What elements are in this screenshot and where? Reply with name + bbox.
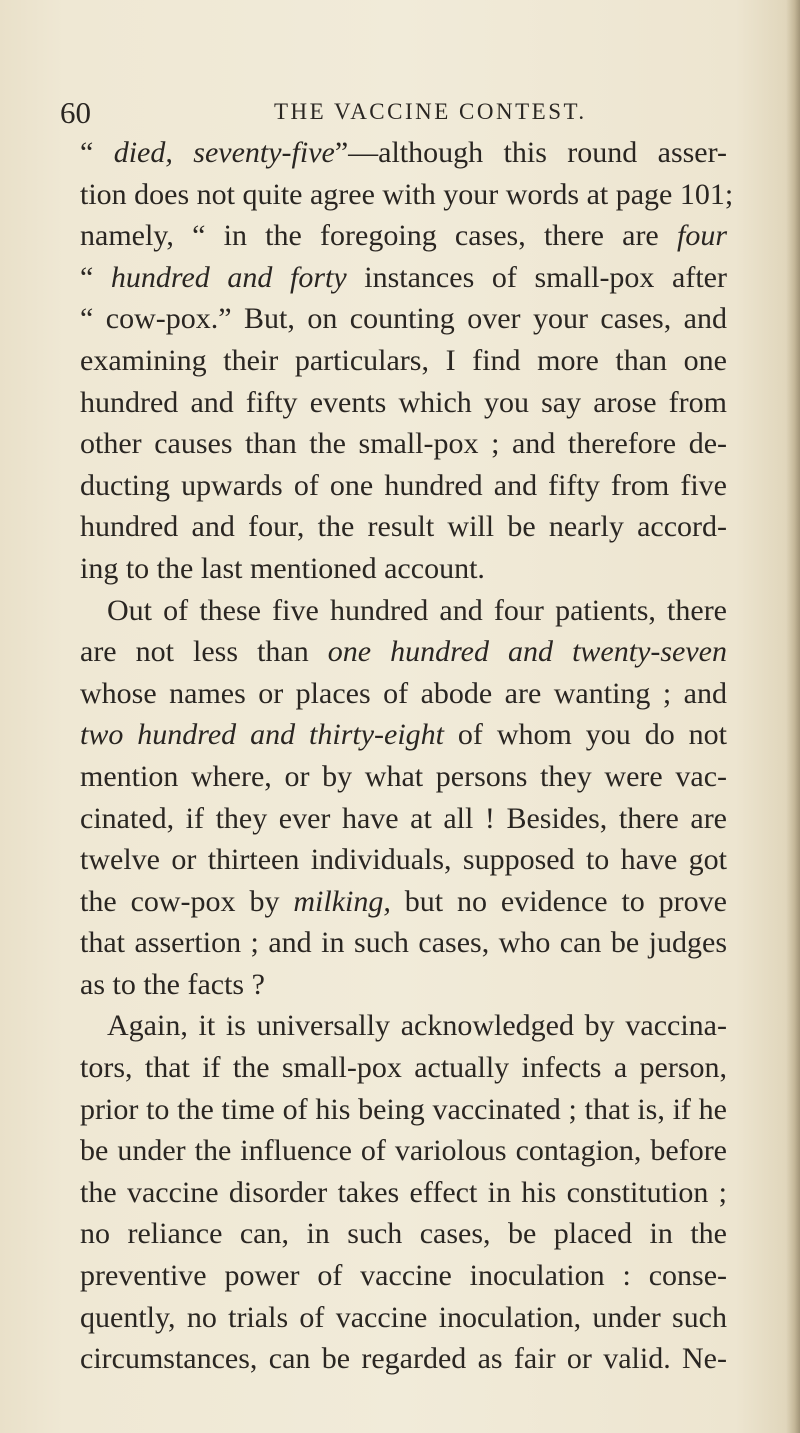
- text-run: are not less than: [80, 635, 328, 669]
- text-run: preventive power of vaccine inoculation : conse-: [80, 1259, 727, 1293]
- text-line: [80, 590, 727, 632]
- text-line: [80, 174, 734, 216]
- text-line: [80, 257, 727, 299]
- text-line: [80, 1297, 727, 1339]
- text-line: [80, 548, 727, 590]
- text-line: [80, 1005, 727, 1047]
- text-run: ducting upwards of one hundred and fifty from five: [80, 468, 727, 502]
- text-line: [80, 756, 727, 798]
- text-run: circumstances, can be regarded as fair or valid. Ne-: [80, 1342, 727, 1376]
- text-line: [80, 215, 727, 257]
- text-run: hundred and four, the result will be nearly accord-: [80, 510, 727, 544]
- italic-run: hundred and forty: [110, 260, 347, 294]
- text-line: [80, 881, 727, 923]
- text-run: that assertion ; and in such cases, who can be judges: [80, 926, 727, 960]
- text-line: [80, 298, 727, 340]
- text-run: “ cow-pox.” But, on counting over your cases, and: [80, 302, 727, 336]
- text-line: [80, 1089, 727, 1131]
- text-run: tion does not quite agree with your words at page 101;: [80, 177, 734, 211]
- text-run: namely, “ in the foregoing cases, there are: [80, 219, 677, 253]
- text-run: [173, 136, 193, 169]
- text-line: [80, 1172, 727, 1214]
- text-line: [80, 839, 727, 881]
- italic-run: two hundred and thirty-eight: [80, 718, 444, 752]
- text-line: [80, 465, 727, 507]
- italic-run: seventy-five: [193, 136, 335, 169]
- text-line: [80, 922, 727, 964]
- page-edge-shadow: [786, 0, 800, 1433]
- text-line: [80, 506, 727, 548]
- text-run: tors, that if the small-pox actually infects a person,: [80, 1051, 727, 1085]
- text-run: but no evidence to prove: [390, 884, 727, 918]
- text-run: whose names or places of abode are wanting ; and: [80, 676, 727, 710]
- text-line: [80, 423, 727, 465]
- text-line: [80, 1255, 727, 1297]
- italic-run: four: [676, 219, 727, 253]
- italic-run: milking,: [293, 884, 391, 918]
- text-run: be under the influence of variolous contagion, before: [80, 1134, 727, 1168]
- text-line: [80, 714, 727, 756]
- text-run: examining their particulars, I find more than one: [80, 343, 727, 377]
- text-run: ”—although this round asser-: [334, 136, 727, 169]
- text-run: no reliance can, in such cases, be placed in the: [80, 1217, 727, 1251]
- body-text: [80, 132, 734, 1380]
- text-run: of whom you do not: [444, 718, 727, 752]
- text-line: [80, 673, 727, 715]
- text-run: the cow-pox by: [80, 884, 294, 918]
- italic-run: died,: [113, 136, 173, 169]
- text-run: prior to the time of his being vaccinated ; that is, if he: [80, 1092, 727, 1126]
- text-run: the vaccine disorder takes effect in his constitution ;: [80, 1175, 727, 1209]
- text-run: “: [80, 260, 111, 294]
- text-run: cinated, if they ever have at all ! Besides, there are: [80, 801, 727, 835]
- text-line: [80, 1338, 727, 1380]
- text-run: ing to the last mentioned account.: [80, 551, 485, 585]
- text-line: [80, 1130, 727, 1172]
- text-run: Again, it is universally acknowledged by vaccina-: [107, 1009, 727, 1043]
- text-line: [80, 964, 727, 1006]
- text-line: [80, 340, 727, 382]
- text-run: hundred and fifty events which you say arose from: [80, 385, 727, 419]
- text-run: quently, no trials of vaccine inoculation, under such: [80, 1300, 727, 1334]
- text-run: twelve or thirteen individuals, supposed to have got: [80, 843, 727, 877]
- running-head: THE VACCINE CONTEST.: [274, 99, 587, 124]
- text-run: as to the facts ?: [80, 967, 265, 1001]
- text-run: mention where, or by what persons they were vac-: [80, 759, 727, 793]
- text-line: [80, 1213, 727, 1255]
- text-line: [80, 132, 727, 174]
- text-line: [80, 1047, 727, 1089]
- text-line: [80, 382, 727, 424]
- text-line: [80, 798, 727, 840]
- page-number: 60: [60, 95, 91, 130]
- text-run: other causes than the small-pox ; and therefore de-: [80, 427, 727, 461]
- italic-run: one hundred and twenty-seven: [327, 635, 727, 669]
- text-run: Out of these five hundred and four patients, there: [107, 593, 727, 627]
- text-run: instances of small-pox after: [346, 260, 727, 294]
- text-line: [80, 631, 727, 673]
- text-run: “: [80, 136, 114, 169]
- page-header: [60, 95, 760, 135]
